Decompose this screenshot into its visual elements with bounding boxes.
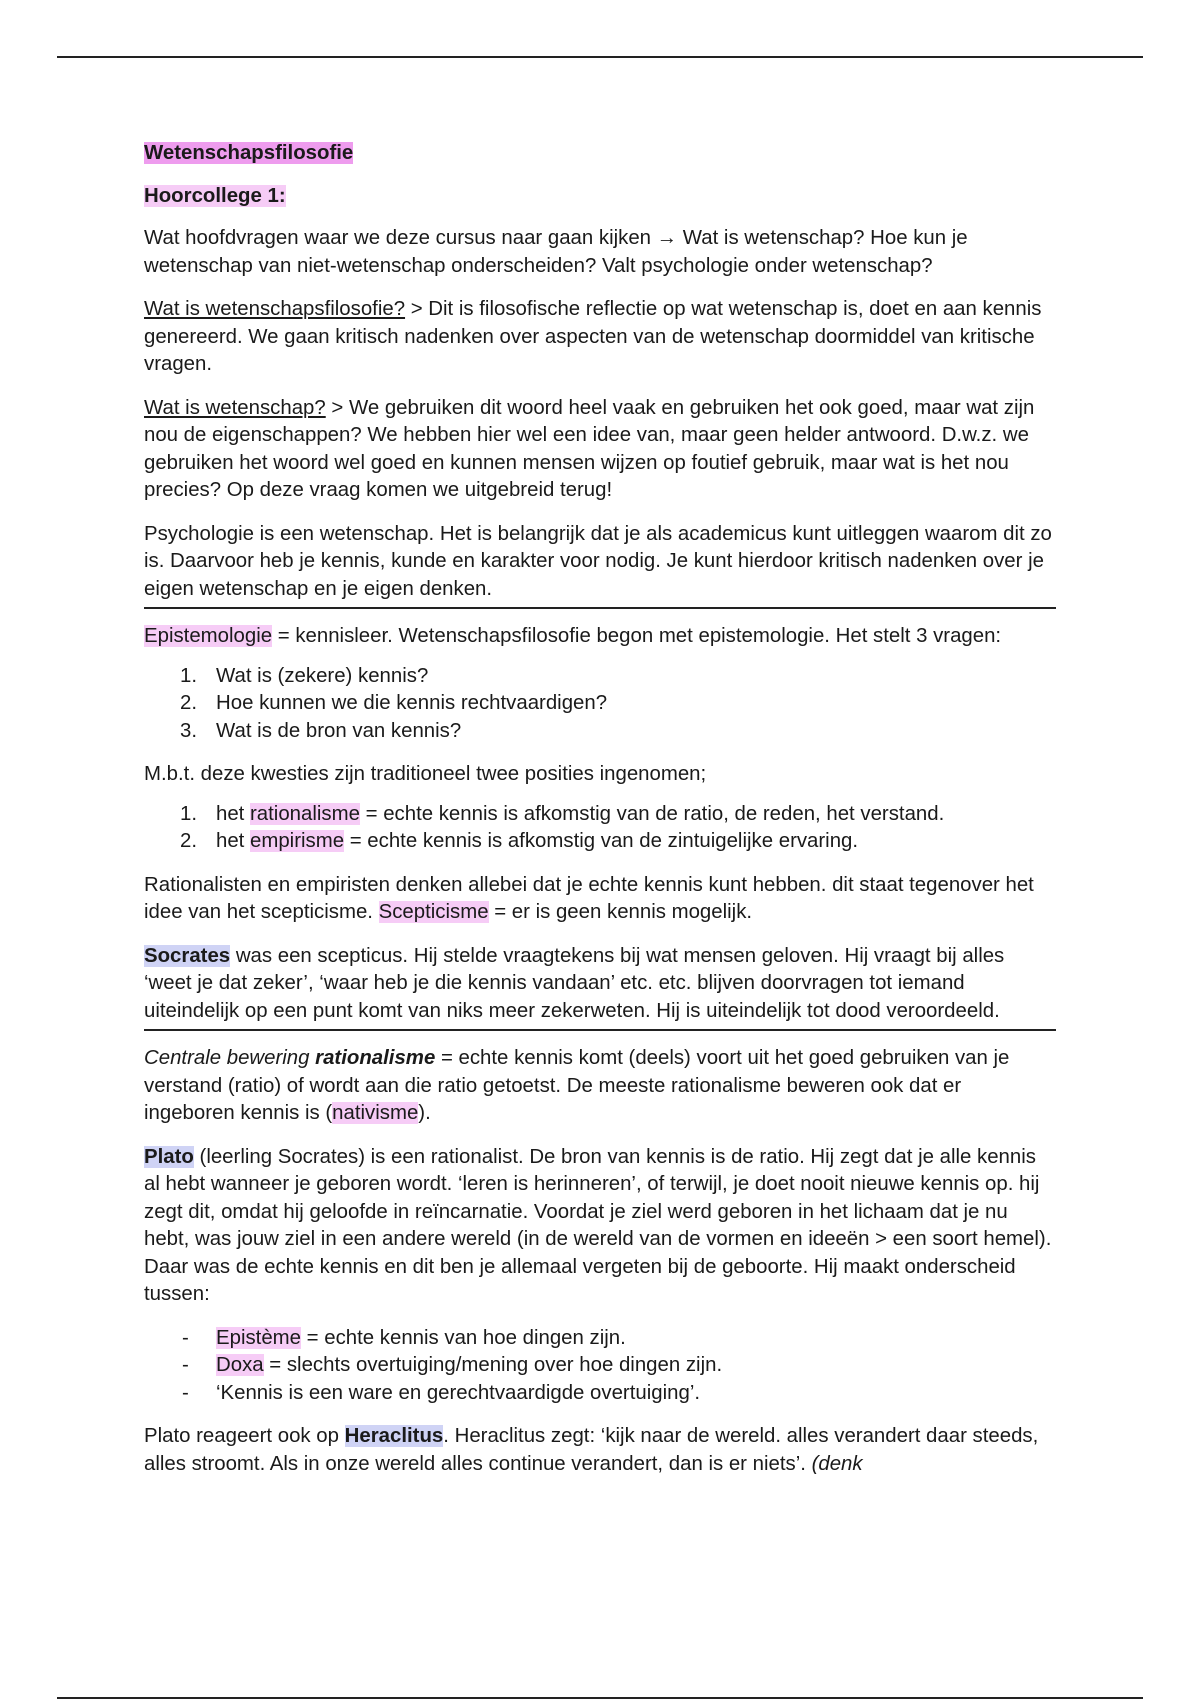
paragraph-two-positions: M.b.t. deze kwesties zijn traditioneel twee posities ingenomen; bbox=[144, 763, 707, 785]
list-item: 2. Hoe kunnen we die kennis rechtvaardigen? bbox=[180, 692, 608, 714]
paragraph-psychology-science: Psychologie is een wetenschap. Het is belangrijk dat je als academicus kunt uitleggen waarom dit zo is. Daarvoor heb je kennis, kunde en karakter voor nodig. Je kunt hierdoor kritisch nadenken over je eigen wetenschap en je eigen denken. bbox=[144, 522, 1052, 600]
document-body bbox=[144, 140, 1056, 1494]
list-item: - ‘Kennis is een ware en gerechtvaardigde overtuiging’. bbox=[182, 1381, 701, 1404]
bottom-rule bbox=[57, 1697, 1143, 1699]
paragraph-scepticism: Rationalisten en empiristen denken allebei dat je echte kennis kunt hebben. dit staat tegenover het idee van het scepticisme. Scepticisme = er is geen kennis mogelijk. bbox=[144, 873, 1034, 923]
paragraph-rationalism-claim: Centrale bewering rationalisme = echte kennis komt (deels) voort uit het goed gebruiken van je verstand (ratio) of wordt aan die ratio getoetst. De meeste rationalisme beweren ook dat er ingeboren kennis is (nativisme). bbox=[144, 1047, 1010, 1124]
paragraph-socrates: Socrates was een scepticus. Hij stelde vraagtekens bij wat mensen geloven. Hij vraagt bij alles ‘weet je dat zeker’, ‘waar heb je die kennis vandaan’ etc. etc. blijven doorvragen tot iemand uiteindelijk op een punt komt van niks meer zekerweten. Hij is uiteindelijk tot dood veroordeeld. bbox=[144, 944, 1005, 1022]
section-divider bbox=[144, 1029, 1056, 1031]
list-epistemology-questions bbox=[144, 663, 1056, 746]
paragraph-main-questions: Wat hoofdvragen waar we deze cursus naar gaan kijken → Wat is wetenschap? Hoe kun je wetenschap van niet-wetenschap onderscheiden? Valt psychologie onder wetenschap? bbox=[144, 227, 968, 277]
list-item: 1. het rationalisme = echte kennis is afkomstig van de ratio, de reden, het verstand. bbox=[180, 802, 945, 825]
list-item: - Doxa = slechts overtuiging/mening over hoe dingen zijn. bbox=[182, 1354, 723, 1376]
paragraph-epistemology: Epistemologie = kennisleer. Wetenschapsfilosofie begon met epistemologie. Het stelt 3 vragen: bbox=[144, 625, 1002, 647]
list-item: - Epistème = echte kennis van hoe dingen zijn. bbox=[182, 1326, 626, 1349]
list-positions bbox=[144, 801, 1056, 856]
list-item: 1. Wat is (zekere) kennis? bbox=[180, 664, 429, 687]
paragraph-what-is-philosophy-of-science: Wat is wetenschapsfilosofie? > Dit is filosofische reflectie op wat wetenschap is, doet en aan kennis genereerd. We gaan kritisch nadenken over aspecten van de wetenschap doormiddel van kritische vragen. bbox=[144, 298, 1042, 375]
paragraph-heraclitus: Plato reageert ook op Heraclitus. Heraclitus zegt: ‘kijk naar de wereld. alles verandert daar steeds, alles stroomt. Als in onze wereld alles continue verandert, dan is er niets’. (denk bbox=[144, 1425, 1039, 1475]
top-rule bbox=[57, 56, 1143, 58]
list-item: 3. Wat is de bron van kennis? bbox=[180, 719, 462, 742]
list-plato-distinctions bbox=[144, 1325, 1056, 1408]
paragraph-what-is-science: Wat is wetenschap? > We gebruiken dit woord heel vaak en gebruiken het ook goed, maar wat zijn nou de eigenschappen? We hebben hier wel een idee van, maar geen helder antwoord. D.w.z. we gebruiken het woord wel goed en kunnen mensen wijzen op foutief gebruik, maar wat is het nou precies? Op deze vraag komen we uitgebreid terug! bbox=[144, 396, 1035, 501]
paragraph-plato: Plato (leerling Socrates) is een rationalist. De bron van kennis is de ratio. Hij zegt dat je alle kennis al hebt wanneer je geboren wordt. ‘leren is herinneren’, of terwijl, je doet nooit nieuwe kennis op. hij zegt dit, omdat hij geloofde in reïncarnatie. Voordat je ziel werd geboren in het lichaam dat je nu hebt, was jouw ziel in een andere wereld (in de wereld van de vormen en ideeën > een soort hemel). Daar was de echte kennis en dit ben je allemaal vergeten bij de geboorte. Hij maakt onderscheid tussen: bbox=[144, 1145, 1052, 1305]
document-title: Wetenschapsfilosofie bbox=[144, 142, 354, 164]
section-divider bbox=[144, 607, 1056, 609]
lecture-heading: Hoorcollege 1: bbox=[144, 184, 286, 207]
list-item: 2. het empirisme = echte kennis is afkomstig van de zintuigelijke ervaring. bbox=[180, 830, 859, 852]
